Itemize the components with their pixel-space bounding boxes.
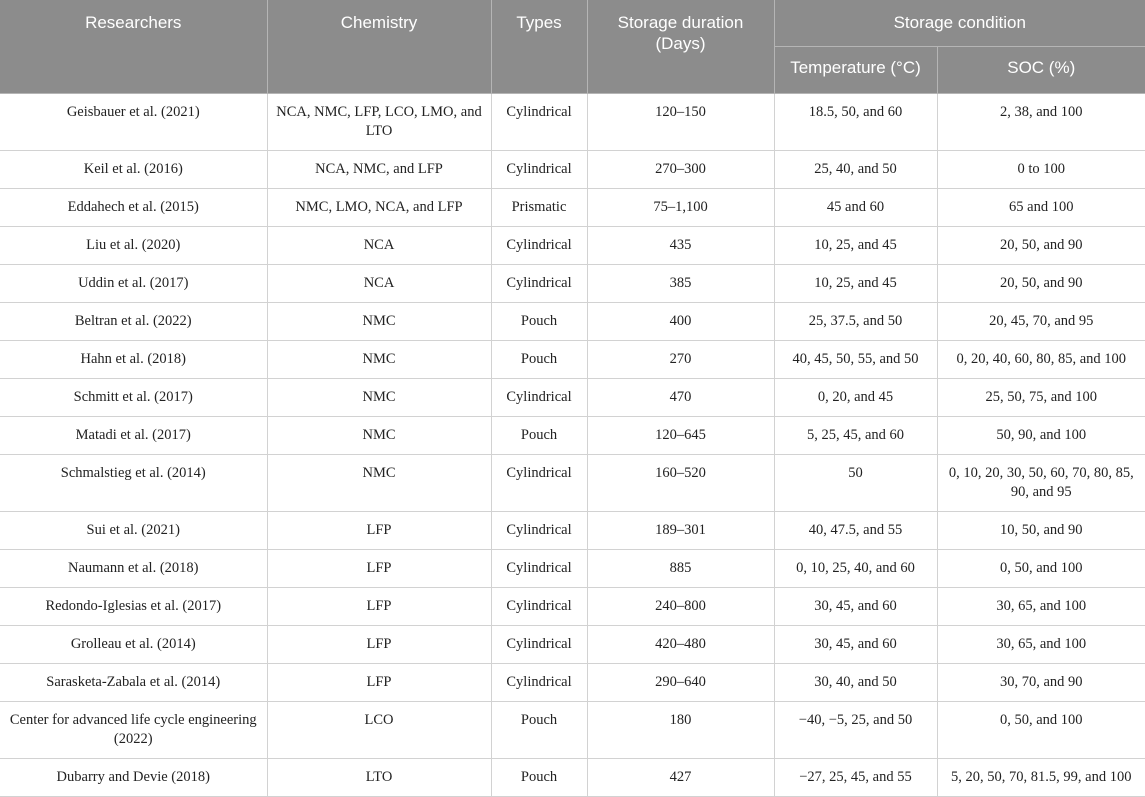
temperature-cell: 40, 45, 50, 55, and 50: [774, 341, 937, 379]
soc-cell: 65 and 100: [937, 189, 1145, 227]
chemistry-cell: NMC: [267, 379, 491, 417]
temperature-cell: −40, −5, 25, and 50: [774, 702, 937, 759]
table-header: [0, 0, 1145, 94]
duration-cell: 385: [587, 265, 774, 303]
header-chemistry: Chemistry: [267, 0, 491, 94]
type-cell: Cylindrical: [491, 151, 587, 189]
table-row: [0, 265, 1145, 303]
type-cell: Cylindrical: [491, 227, 587, 265]
soc-cell: 0 to 100: [937, 151, 1145, 189]
type-cell: Cylindrical: [491, 626, 587, 664]
temperature-cell: 10, 25, and 45: [774, 227, 937, 265]
soc-cell: 2, 38, and 100: [937, 94, 1145, 151]
chemistry-cell: NMC: [267, 341, 491, 379]
table-row: [0, 303, 1145, 341]
chemistry-cell: NCA: [267, 265, 491, 303]
researchers-cell: Hahn et al. (2018): [0, 341, 267, 379]
researchers-cell: Matadi et al. (2017): [0, 417, 267, 455]
table-row: [0, 455, 1145, 512]
researchers-cell: Schmitt et al. (2017): [0, 379, 267, 417]
table-row: [0, 512, 1145, 550]
table-row: [0, 417, 1145, 455]
temperature-cell: 45 and 60: [774, 189, 937, 227]
type-cell: Pouch: [491, 341, 587, 379]
table-row: [0, 94, 1145, 151]
temperature-cell: 5, 25, 45, and 60: [774, 417, 937, 455]
duration-cell: 120–645: [587, 417, 774, 455]
temperature-cell: 40, 47.5, and 55: [774, 512, 937, 550]
soc-cell: 0, 50, and 100: [937, 550, 1145, 588]
type-cell: Prismatic: [491, 189, 587, 227]
soc-cell: 25, 50, 75, and 100: [937, 379, 1145, 417]
table-row: [0, 759, 1145, 797]
soc-cell: 50, 90, and 100: [937, 417, 1145, 455]
researchers-cell: Schmalstieg et al. (2014): [0, 455, 267, 512]
type-cell: Cylindrical: [491, 94, 587, 151]
table-row: [0, 379, 1145, 417]
chemistry-cell: LFP: [267, 626, 491, 664]
table-row: [0, 664, 1145, 702]
chemistry-cell: LFP: [267, 664, 491, 702]
temperature-cell: 30, 45, and 60: [774, 626, 937, 664]
chemistry-cell: NMC, LMO, NCA, and LFP: [267, 189, 491, 227]
temperature-cell: 0, 20, and 45: [774, 379, 937, 417]
temperature-cell: −27, 25, 45, and 55: [774, 759, 937, 797]
soc-cell: 30, 70, and 90: [937, 664, 1145, 702]
temperature-cell: 18.5, 50, and 60: [774, 94, 937, 151]
header-soc: SOC (%): [937, 47, 1145, 94]
type-cell: Pouch: [491, 417, 587, 455]
duration-cell: 290–640: [587, 664, 774, 702]
temperature-cell: 30, 45, and 60: [774, 588, 937, 626]
header-storage-condition: Storage condition: [774, 0, 1145, 47]
soc-cell: 0, 20, 40, 60, 80, 85, and 100: [937, 341, 1145, 379]
researchers-cell: Center for advanced life cycle engineering (2022): [0, 702, 267, 759]
chemistry-cell: NMC: [267, 455, 491, 512]
duration-cell: 270: [587, 341, 774, 379]
temperature-cell: 50: [774, 455, 937, 512]
soc-cell: 30, 65, and 100: [937, 626, 1145, 664]
table-row: [0, 626, 1145, 664]
table-body: [0, 94, 1145, 797]
researchers-cell: Sui et al. (2021): [0, 512, 267, 550]
chemistry-cell: NMC: [267, 417, 491, 455]
researchers-cell: Liu et al. (2020): [0, 227, 267, 265]
chemistry-cell: LFP: [267, 512, 491, 550]
header-storage-duration: Storage duration (Days): [587, 0, 774, 94]
table-row: [0, 550, 1145, 588]
chemistry-cell: LFP: [267, 588, 491, 626]
researchers-cell: Geisbauer et al. (2021): [0, 94, 267, 151]
duration-cell: 427: [587, 759, 774, 797]
temperature-cell: 25, 40, and 50: [774, 151, 937, 189]
researchers-cell: Sarasketa-Zabala et al. (2014): [0, 664, 267, 702]
duration-cell: 885: [587, 550, 774, 588]
researchers-cell: Grolleau et al. (2014): [0, 626, 267, 664]
type-cell: Cylindrical: [491, 512, 587, 550]
researchers-cell: Redondo-Iglesias et al. (2017): [0, 588, 267, 626]
duration-cell: 160–520: [587, 455, 774, 512]
duration-cell: 420–480: [587, 626, 774, 664]
chemistry-cell: NMC: [267, 303, 491, 341]
temperature-cell: 25, 37.5, and 50: [774, 303, 937, 341]
type-cell: Cylindrical: [491, 550, 587, 588]
duration-cell: 240–800: [587, 588, 774, 626]
chemistry-cell: LCO: [267, 702, 491, 759]
researchers-cell: Dubarry and Devie (2018): [0, 759, 267, 797]
temperature-cell: 30, 40, and 50: [774, 664, 937, 702]
table-row: [0, 588, 1145, 626]
duration-cell: 180: [587, 702, 774, 759]
duration-cell: 400: [587, 303, 774, 341]
soc-cell: 5, 20, 50, 70, 81.5, 99, and 100: [937, 759, 1145, 797]
soc-cell: 30, 65, and 100: [937, 588, 1145, 626]
type-cell: Cylindrical: [491, 455, 587, 512]
duration-cell: 75–1,100: [587, 189, 774, 227]
table-row: [0, 189, 1145, 227]
type-cell: Pouch: [491, 759, 587, 797]
table-row: [0, 151, 1145, 189]
researchers-cell: Beltran et al. (2022): [0, 303, 267, 341]
chemistry-cell: LTO: [267, 759, 491, 797]
header-researchers: Researchers: [0, 0, 267, 94]
soc-cell: 20, 45, 70, and 95: [937, 303, 1145, 341]
duration-cell: 120–150: [587, 94, 774, 151]
duration-cell: 270–300: [587, 151, 774, 189]
type-cell: Pouch: [491, 303, 587, 341]
table-row: [0, 227, 1145, 265]
researchers-cell: Keil et al. (2016): [0, 151, 267, 189]
type-cell: Pouch: [491, 702, 587, 759]
researchers-cell: Uddin et al. (2017): [0, 265, 267, 303]
researchers-cell: Naumann et al. (2018): [0, 550, 267, 588]
table-row: [0, 702, 1145, 759]
table-row: [0, 341, 1145, 379]
duration-cell: 435: [587, 227, 774, 265]
soc-cell: 0, 10, 20, 30, 50, 60, 70, 80, 85, 90, and 95: [937, 455, 1145, 512]
temperature-cell: 10, 25, and 45: [774, 265, 937, 303]
chemistry-cell: NCA, NMC, LFP, LCO, LMO, and LTO: [267, 94, 491, 151]
soc-cell: 10, 50, and 90: [937, 512, 1145, 550]
temperature-cell: 0, 10, 25, 40, and 60: [774, 550, 937, 588]
chemistry-cell: LFP: [267, 550, 491, 588]
duration-cell: 189–301: [587, 512, 774, 550]
duration-cell: 470: [587, 379, 774, 417]
type-cell: Cylindrical: [491, 588, 587, 626]
chemistry-cell: NCA, NMC, and LFP: [267, 151, 491, 189]
researchers-cell: Eddahech et al. (2015): [0, 189, 267, 227]
soc-cell: 20, 50, and 90: [937, 265, 1145, 303]
type-cell: Cylindrical: [491, 664, 587, 702]
header-types: Types: [491, 0, 587, 94]
soc-cell: 20, 50, and 90: [937, 227, 1145, 265]
soc-cell: 0, 50, and 100: [937, 702, 1145, 759]
header-temperature: Temperature (°C): [774, 47, 937, 94]
type-cell: Cylindrical: [491, 265, 587, 303]
type-cell: Cylindrical: [491, 379, 587, 417]
chemistry-cell: NCA: [267, 227, 491, 265]
